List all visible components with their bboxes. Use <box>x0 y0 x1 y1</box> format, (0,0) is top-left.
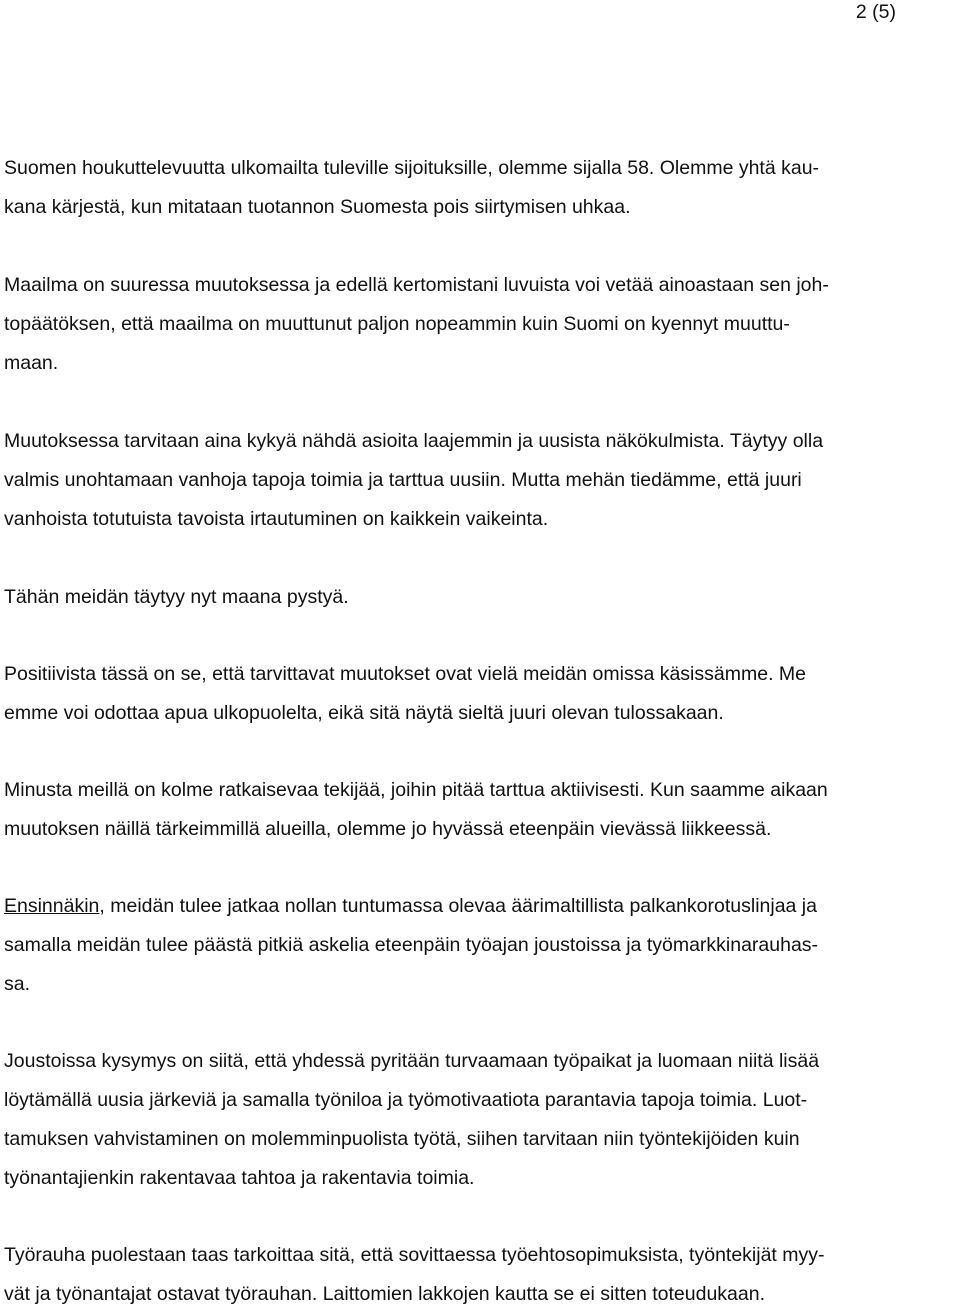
underlined-keyword: Ensinnäkin <box>4 895 100 917</box>
paragraph-5: Positiivista tässä on se, että tarvittavat muutokset ovat vielä meidän omissa käsissämme. Me emme voi odottaa apua ulkopuolelta, eikä sitä näytä sieltä juuri olevan tulossakaan. <box>4 663 806 724</box>
document-body <box>4 149 957 1314</box>
paragraph-9: Työrauha puolestaan taas tarkoittaa sitä, että sovittaessa työehtosopimuksista, työntekijät myy- vät ja työnantajat ostavat työrauhan. Laittomien lakkojen kautta se ei sitten toteudukaan. <box>4 1244 825 1305</box>
paragraph-4: Tähän meidän täytyy nyt maana pystyä. <box>4 586 349 608</box>
paragraph-3: Muutoksessa tarvitaan aina kykyä nähdä asioita laajemmin ja uusista näkökulmista. Täytyy olla valmis unohtamaan vanhoja tapoja toimia ja tarttua uusiin. Mutta mehän tiedämme, että juuri vanhoista totutuista tavoista irtautuminen on kaikkein vaikeinta. <box>4 430 824 530</box>
paragraph-8: Joustoissa kysymys on siitä, että yhdessä pyritään turvaamaan työpaikat ja luomaan niitä lisää löytämällä uusia järkeviä ja samalla työniloa ja työmotivaatiota parantavia tapoja toimia. Luot- tamuksen vahvistaminen on molemminpuolista työtä, siihen tarvitaan niin työntekijöiden kuin työnantajienkin rakentavaa tahtoa ja rakentavia toimia. <box>4 1050 820 1189</box>
paragraph-7 <box>4 887 957 1004</box>
paragraph-2: Maailma on suuressa muutoksessa ja edellä kertomistani luvuista voi vetää ainoastaan sen joh- topäätöksen, että maailma on muuttunut paljon nopeammin kuin Suomi on kyennyt muuttu- maan. <box>4 274 829 374</box>
paragraph-6: Minusta meillä on kolme ratkaisevaa tekijää, joihin pitää tarttua aktiivisesti. Kun saamme aikaan muutoksen näillä tärkeimmillä alueilla, olemme jo hyvässä eteenpäin vievässä liikkeessä. <box>4 779 828 840</box>
paragraph-1: Suomen houkuttelevuutta ulkomailta tuleville sijoituksille, olemme sijalla 58. Olemme yhtä kau- kana kärjestä, kun mitataan tuotannon Suomesta pois siirtymisen uhkaa. <box>4 157 820 218</box>
paragraph-7-text: , meidän tulee jatkaa nollan tuntumassa olevaa äärimaltillista palkankorotuslinjaa ja samalla meidän tulee päästä pitkiä askelia eteenpäin työajan joustoissa ja työmarkkinarauhas- sa. <box>4 895 819 995</box>
page-number: 2 (5) <box>855 1 896 23</box>
